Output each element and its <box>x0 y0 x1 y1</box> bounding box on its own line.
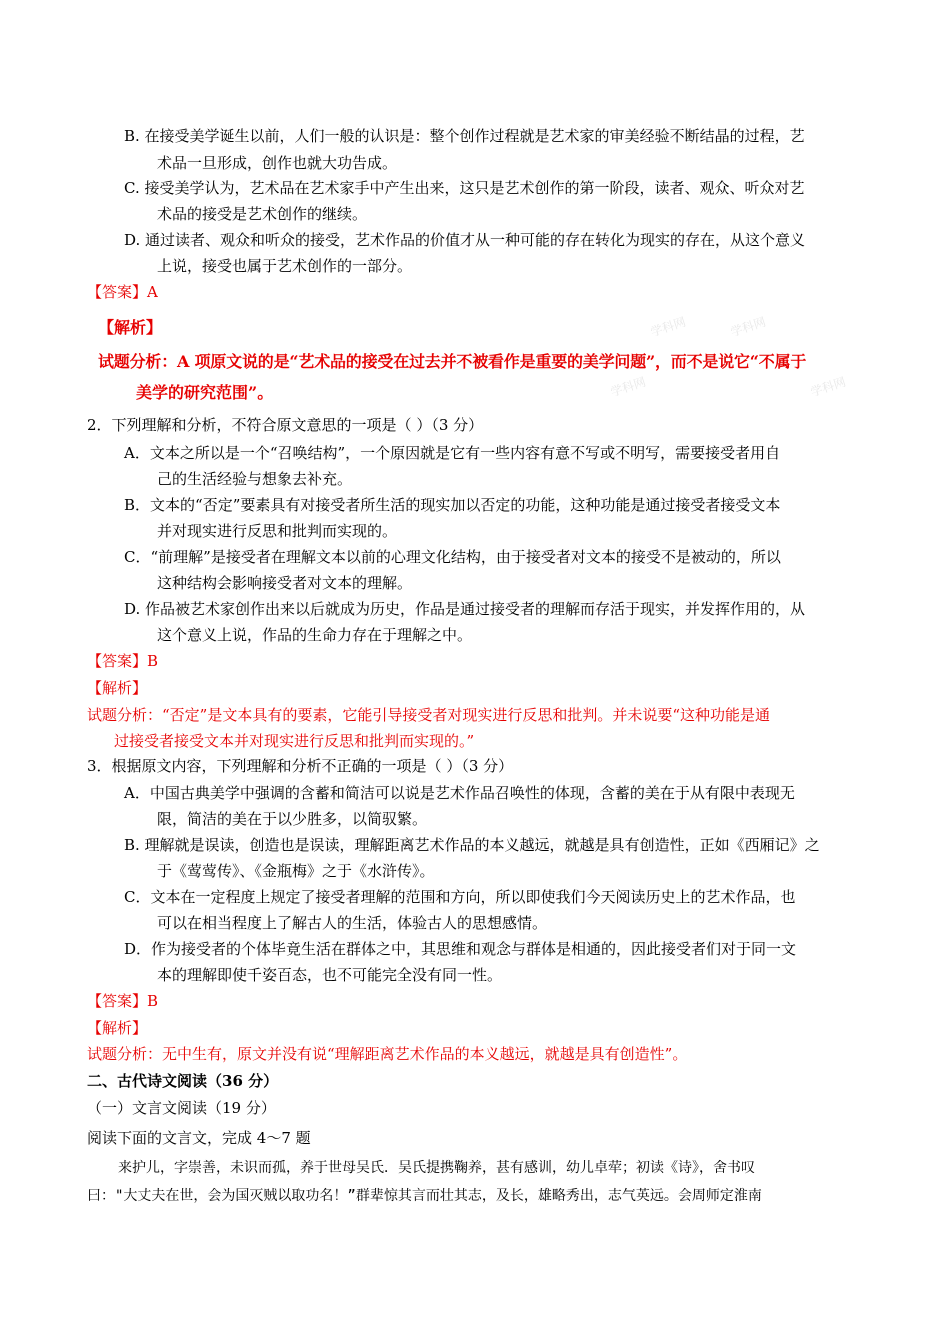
q2-option-b-line1: B．文本的“否定”要素具有对接受者所生活的现实加以否定的功能，这种功能是通过接受者接受文本 <box>124 496 781 514</box>
q3-option-d-line1: D．作为接受者的个体毕竟生活在群体之中，其思维和观念与群体是相通的，因此接受者们对于同一文 <box>124 940 797 958</box>
q3-answer: 【答案】B <box>87 992 159 1010</box>
q2-option-a-line1: A．文本之所以是一个“召唤结构”，一个原因就是它有一些内容有意不写或不明写，需要接受者用自 <box>124 444 781 462</box>
q3-option-c-line2: 可以在相当程度上了解古人的生活，体验古人的思想感情。 <box>157 914 548 932</box>
q2-option-d-line2: 这个意义上说，作品的生命力存在于理解之中。 <box>157 626 473 644</box>
q3-stem: 3．根据原文内容，下列理解和分析不正确的一项是（ ）（3 分） <box>87 757 514 775</box>
q2-option-c-line2: 这种结构会影响接受者对文本的理解。 <box>157 574 413 592</box>
q1-option-d-line2: 上说，接受也属于艺术创作的一部分。 <box>157 257 413 275</box>
q1-answer: 【答案】A <box>87 283 158 301</box>
passage-line2: 曰："大丈夫在世，会为国灭贼以取功名！”群辈惊其言而壮其志，及长，雄略秀出，志气英远。会周师定淮南 <box>87 1188 762 1204</box>
watermark-logo: 学科网 <box>608 374 648 400</box>
q3-option-a-line1: A．中国古典美学中强调的含蓄和简洁可以说是艺术作品召唤性的体现，含蓄的美在于从有限中表现无 <box>124 784 795 802</box>
q1-option-c-line1: C. 接受美学认为，艺术品在艺术家手中产生出来，这只是艺术创作的第一阶段，读者、观众、听众对艺 <box>124 179 805 197</box>
reading-instruction: 阅读下面的文言文，完成 4～7 题 <box>87 1129 311 1147</box>
q2-analysis-line2: 过接受者接受文本并对现实进行反思和批判而实现的。” <box>114 732 475 750</box>
q1-analysis-line1: 试题分析：A 项原文说的是“艺术品的接受在过去并不被看作是重要的美学问题”，而不是说它“不属于 <box>98 352 807 371</box>
q2-answer: 【答案】B <box>87 652 159 670</box>
q2-option-a-line2: 己的生活经验与想象去补充。 <box>157 470 353 488</box>
q2-analysis-label: 【解析】 <box>87 679 148 697</box>
q1-option-b-line2: 术品一旦形成，创作也就大功告成。 <box>157 154 398 172</box>
q2-stem: 2．下列理解和分析，不符合原文意思的一项是（ ）（3 分） <box>87 416 484 434</box>
q3-analysis: 试题分析：无中生有，原文并没有说“理解距离艺术作品的本义越远，就越是具有创造性”。 <box>87 1045 688 1063</box>
q1-option-c-line2: 术品的接受是艺术创作的继续。 <box>157 205 368 223</box>
subsection-heading: （一）文言文阅读（19 分） <box>87 1099 276 1117</box>
watermark-logo: 学科网 <box>728 314 768 340</box>
q3-option-d-line2: 本的理解即使千姿百态，也不可能完全没有同一性。 <box>157 966 503 984</box>
q1-analysis-line2: 美学的研究范围”。 <box>136 383 274 402</box>
q1-option-d-line1: D. 通过读者、观众和听众的接受，艺术作品的价值才从一种可能的存在转化为现实的存在，从这个意义 <box>124 231 806 249</box>
q3-option-b-line2: 于《莺莺传》、《金瓶梅》之于《水浒传》。 <box>157 862 435 880</box>
q1-option-b-line1: B. 在接受美学诞生以前，人们一般的认识是：整个创作过程就是艺术家的审美经验不断结晶的过程，艺 <box>124 127 805 145</box>
q2-option-b-line2: 并对现实进行反思和批判而实现的。 <box>157 522 398 540</box>
q3-analysis-label: 【解析】 <box>87 1019 148 1037</box>
q1-analysis-label: 【解析】 <box>98 318 163 337</box>
q3-option-a-line2: 限，简洁的美在于以少胜多，以简驭繁。 <box>157 810 428 828</box>
watermark-logo: 学科网 <box>808 374 848 400</box>
q2-option-d-line1: D. 作品被艺术家创作出来以后就成为历史，作品是通过接受者的理解而存活于现实，并发挥作用的，从 <box>124 600 806 618</box>
q3-option-b-line1: B. 理解就是误读，创造也是误读，理解距离艺术作品的本义越远，就越是具有创造性，正如《西厢记》之 <box>124 836 820 854</box>
q2-option-c-line1: C．“前理解”是接受者在理解文本以前的心理文化结构，由于接受者对文本的接受不是被动的，所以 <box>124 548 781 566</box>
passage-line1: 来护儿，字崇善，未识而孤，养于世母吴氏．吴氏提携鞠养，甚有感训，幼儿卓荦；初读《诗》，舍书叹 <box>118 1160 755 1176</box>
q3-option-c-line1: C．文本在一定程度上规定了接受者理解的范围和方向，所以即使我们今天阅读历史上的艺术作品，也 <box>124 888 796 906</box>
watermark-logo: 学科网 <box>648 314 688 340</box>
q2-analysis-line1: 试题分析：“否定”是文本具有的要素，它能引导接受者对现实进行反思和批判。并未说要“这种功能是通 <box>87 706 771 724</box>
section-heading: 二、古代诗文阅读（36 分） <box>87 1072 279 1090</box>
